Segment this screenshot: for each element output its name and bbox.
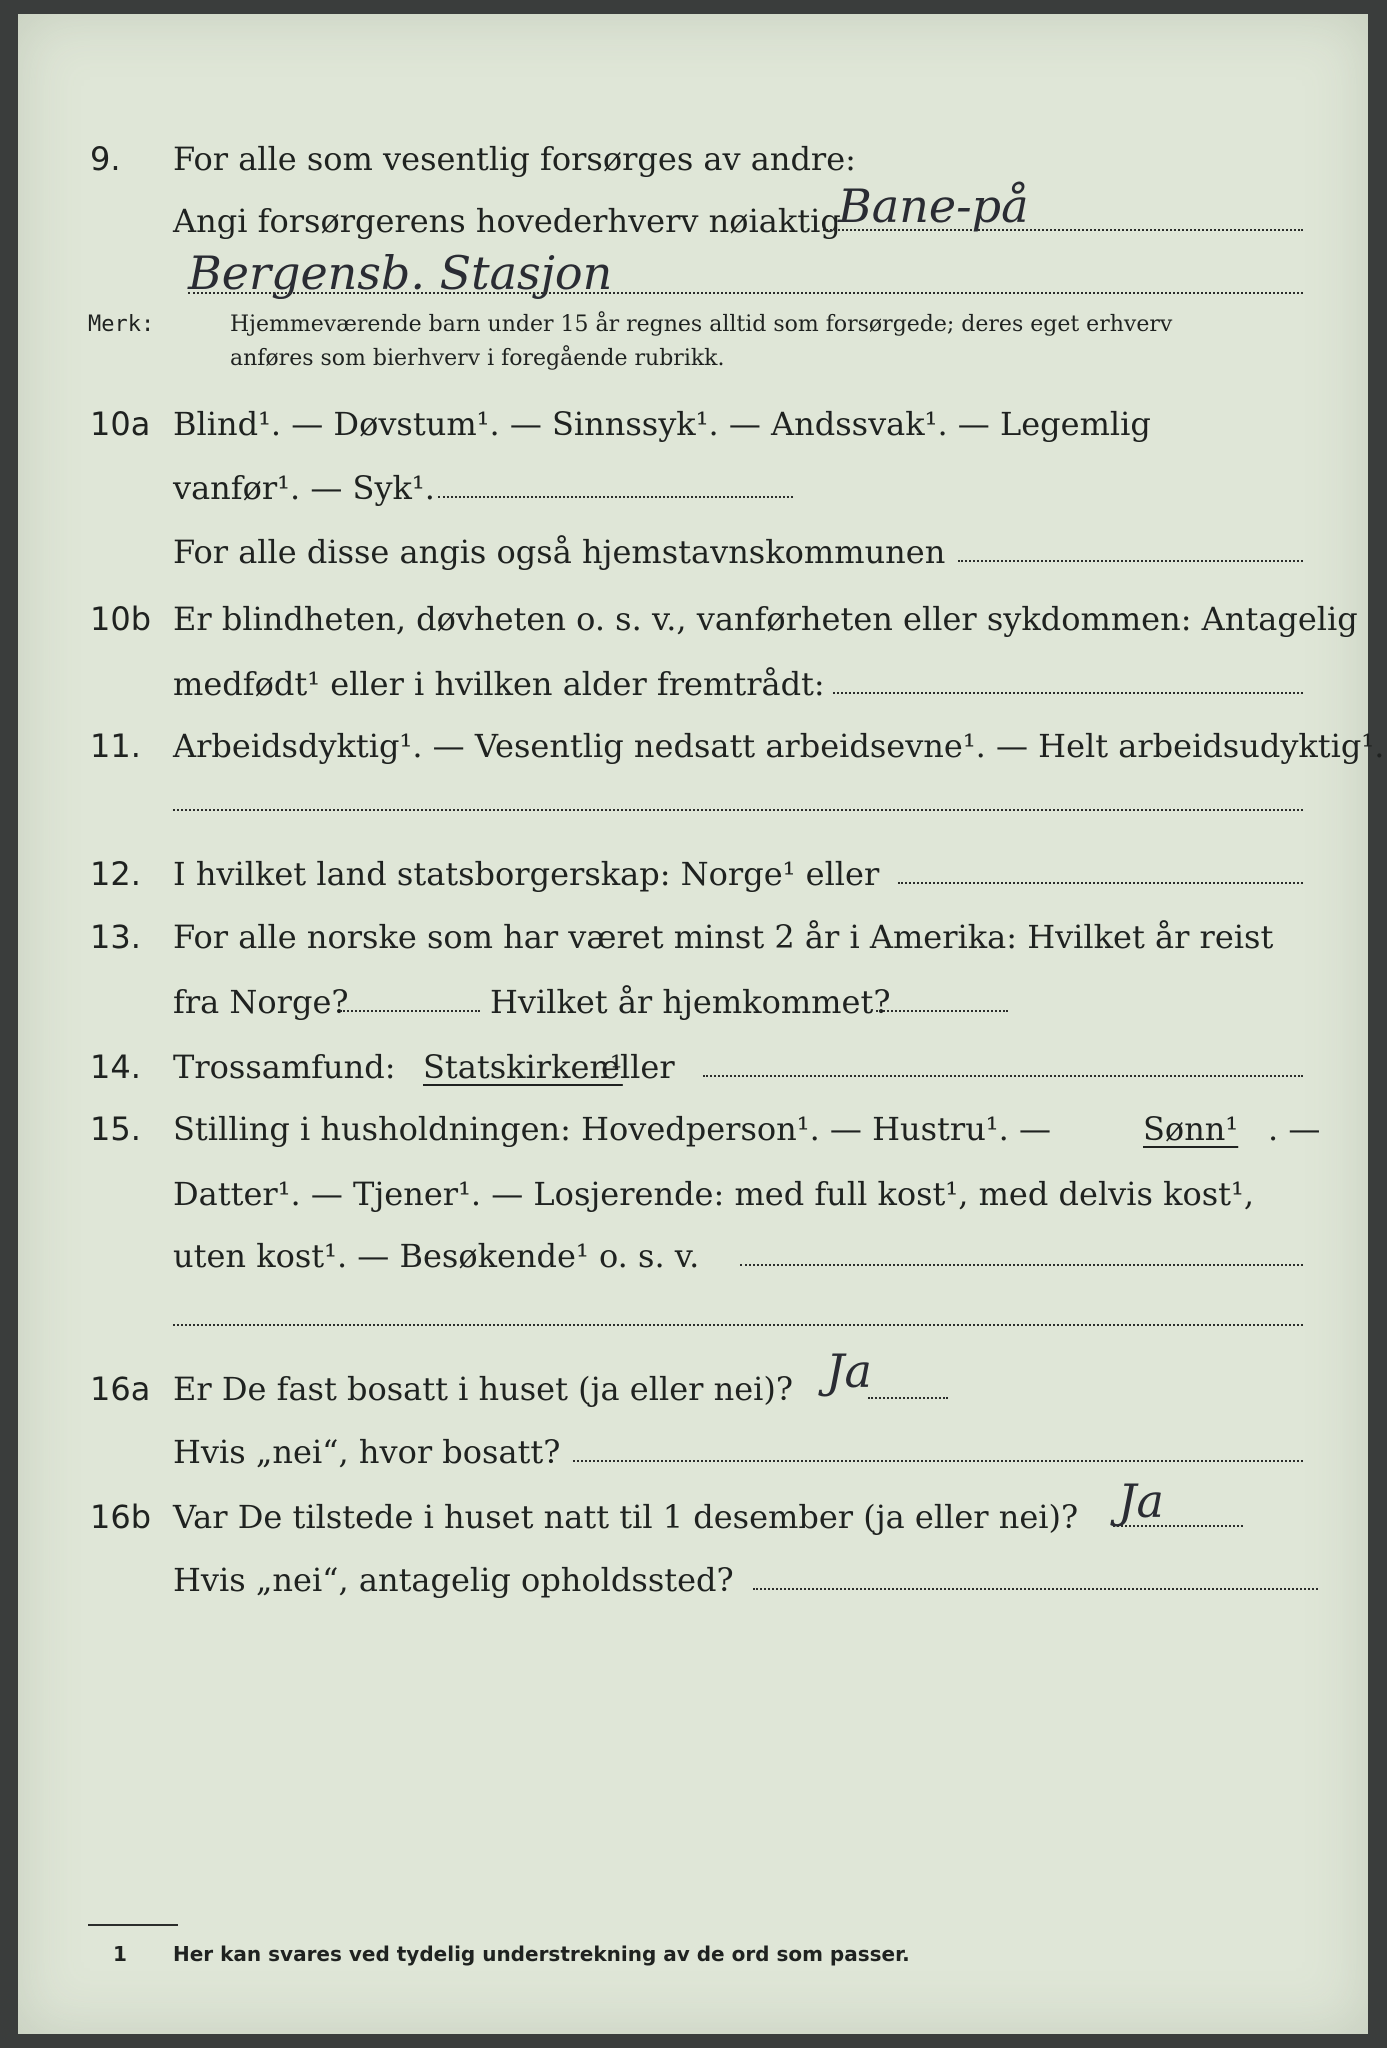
q10a-hometown-line[interactable]	[958, 560, 1303, 562]
q12-number: 12.	[90, 855, 141, 893]
q16b-where-line[interactable]	[753, 1588, 1318, 1590]
footnote-mark: 1	[113, 1942, 127, 1966]
q14-statskirken: Statskirken¹	[423, 1048, 623, 1086]
q13-part2: Hvilket år hjemkommet?	[490, 983, 891, 1021]
q15-number: 15.	[90, 1110, 141, 1148]
q16a-handwritten-answer: Ja	[826, 1344, 872, 1398]
q16a-number: 16a	[90, 1370, 151, 1408]
q10b-line2: medfødt¹ eller i hvilken alder fremtrådt:	[173, 665, 825, 703]
footnote-rule	[88, 1924, 178, 1926]
q14-number: 14.	[90, 1048, 141, 1086]
q9-number: 9.	[90, 140, 121, 178]
q13-return-year-line[interactable]	[876, 1010, 1008, 1012]
q13-line1: For alle norske som har været minst 2 år i Amerika: Hvilket år reist	[173, 918, 1274, 956]
q13-number: 13.	[90, 918, 141, 956]
q9-answer-line-2[interactable]	[188, 292, 1303, 294]
q11-answer-line[interactable]	[173, 809, 1303, 811]
q14-part2: eller	[601, 1048, 675, 1086]
q10a-number: 10a	[90, 405, 151, 443]
q16a-line2: Hvis „nei“, hvor bosatt?	[173, 1433, 561, 1471]
q15-answer-line[interactable]	[740, 1264, 1303, 1266]
q12-line1: I hvilket land statsborgerskap: Norge¹ eller	[173, 855, 880, 893]
census-form-page	[18, 14, 1385, 2034]
footnote-text: Her kan svares ved tydelig understrekning av de ord som passer.	[173, 1942, 910, 1966]
q16a-answer-line[interactable]	[868, 1397, 948, 1399]
q10a-answer-line[interactable]	[438, 496, 793, 498]
q13-part1: fra Norge?	[173, 983, 349, 1021]
q12-answer-line[interactable]	[898, 882, 1303, 884]
q14-answer-line[interactable]	[703, 1075, 1303, 1077]
q16b-number: 16b	[90, 1498, 152, 1536]
q16b-line1: Var De tilstede i huset natt til 1 desember (ja eller nei)?	[173, 1498, 1079, 1536]
q9-handwritten-answer-1: Bane-på	[838, 179, 1029, 233]
q10a-line1: Blind¹. — Døvstum¹. — Sinnssyk¹. — Andssvak¹. — Legemlig	[173, 405, 1151, 443]
merk-line1: Hjemmeværende barn under 15 år regnes alltid som forsørgede; deres eget erhverv	[230, 312, 1173, 337]
q15-answer-line-2[interactable]	[173, 1324, 1303, 1326]
q10a-line3: For alle disse angis også hjemstavnskommunen	[173, 533, 946, 571]
q15-line2: Datter¹. — Tjener¹. — Losjerende: med full kost¹, med delvis kost¹,	[173, 1175, 1255, 1213]
q16a-line1: Er De fast bosatt i huset (ja eller nei)?	[173, 1370, 794, 1408]
q10b-line1: Er blindheten, døvheten o. s. v., vanførheten eller sykdommen: Antagelig	[173, 600, 1358, 638]
q11-line1: Arbeidsdyktig¹. — Vesentlig nedsatt arbeidsevne¹. — Helt arbeidsudyktig¹.	[173, 727, 1385, 765]
q15-sonn: Sønn¹	[1143, 1110, 1239, 1148]
q13-left-year-line[interactable]	[340, 1010, 480, 1012]
q14-part1: Trossamfund:	[173, 1048, 396, 1086]
q9-line1: For alle som vesentlig forsørges av andre:	[173, 140, 856, 178]
merk-label: Merk:	[88, 312, 155, 337]
q10a-line2: vanfør¹. — Syk¹.	[173, 469, 435, 507]
q10b-number: 10b	[90, 600, 152, 638]
merk-line2: anføres som bierhverv i foregående rubrikk.	[230, 346, 725, 371]
q15-line3: uten kost¹. — Besøkende¹ o. s. v.	[173, 1237, 700, 1275]
q16a-where-line[interactable]	[573, 1460, 1303, 1462]
q9-handwritten-answer-2: Bergensb. Stasjon	[188, 246, 613, 300]
q16b-line2: Hvis „nei“, antagelig opholdssted?	[173, 1561, 734, 1599]
q10b-answer-line[interactable]	[833, 692, 1303, 694]
q15-part1: Stilling i husholdningen: Hovedperson¹. — Hustru¹. —	[173, 1110, 1051, 1148]
q15-part2: . —	[1268, 1110, 1321, 1148]
q9-line2: Angi forsørgerens hovederhverv nøiaktig	[173, 202, 841, 240]
q11-number: 11.	[90, 727, 141, 765]
q16b-handwritten-answer: Ja	[1118, 1474, 1164, 1528]
